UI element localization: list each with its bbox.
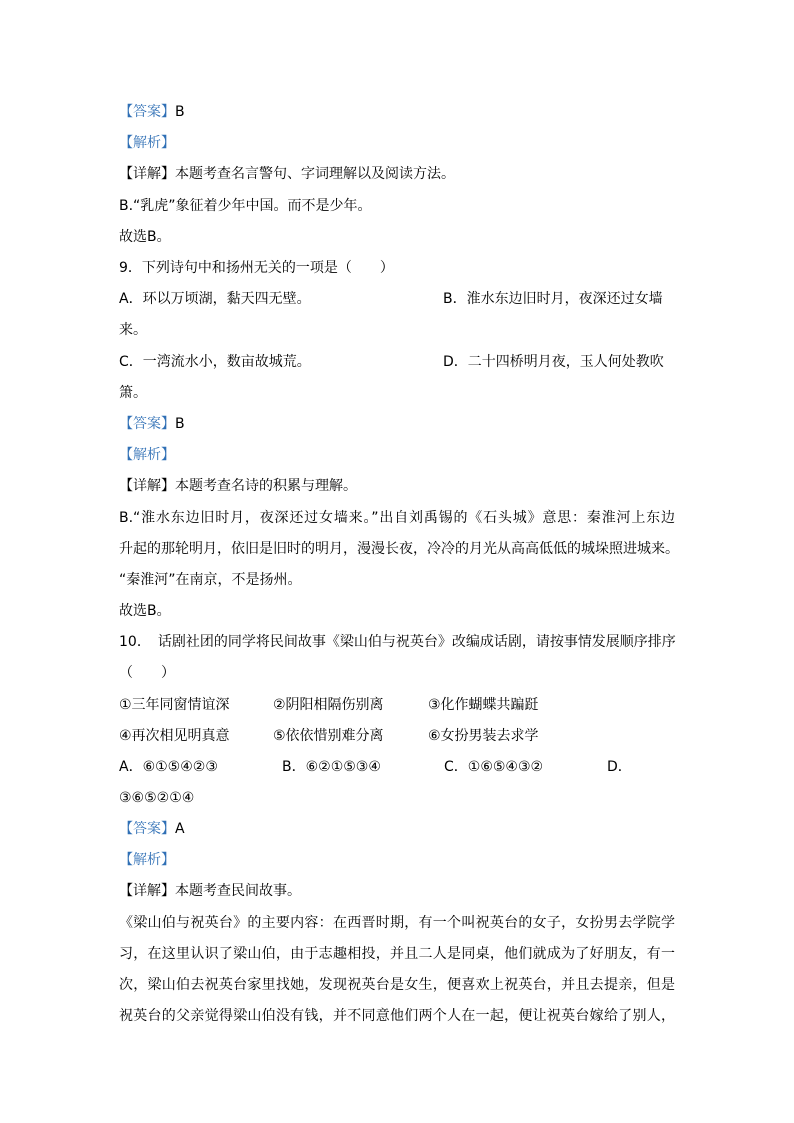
analysis-label: 【解析】 [119, 135, 175, 151]
event-item: ①三年同窗情谊深 [119, 697, 230, 713]
option-d: D．二十四桥明月夜，玉人何处教吹 [443, 354, 664, 370]
explain-text: B.“乳虎”象征着少年中国。而不是少年。 [119, 198, 372, 214]
option-d-cont: 箫。 [119, 385, 147, 401]
event-item: ③化作蝴蝶共蹁跹 [428, 697, 539, 713]
explain-text: 习，在这里认识了梁山伯，由于志趣相投，并且二人是同桌，他们就成为了好朋友，有一 [119, 946, 675, 962]
option-d: D． [607, 759, 632, 775]
event-item: ⑥女扮男装去求学 [428, 728, 539, 744]
question-10: 10． 话剧社团的同学将民间故事《梁山伯与祝英台》改编成话剧，请按事情发展顺序排序 [119, 634, 676, 650]
option-b: B．⑥②①⑤③④ [282, 759, 381, 775]
option-d-cont: ③⑥⑤②①④ [119, 790, 195, 806]
answer-line-q8 [119, 102, 185, 122]
detail-text: 本题考查民间故事。 [175, 883, 301, 899]
explain-text: 祝英台的父亲觉得梁山伯没有钱，并不同意他们两个人在一起，便让祝英台嫁给了别人， [119, 1008, 675, 1024]
analysis-label: 【解析】 [119, 447, 175, 463]
option-c: C．①⑥⑤④③② [444, 759, 544, 775]
explain-text: “秦淮河”在南京，不是扬州。 [119, 572, 302, 588]
question-9: 9．下列诗句中和扬州无关的一项是（ ） [119, 260, 394, 276]
event-item: ⑤依依惜别难分离 [273, 728, 384, 744]
answer-value: B [175, 104, 185, 120]
detail-label: 【详解】 [119, 883, 175, 899]
detail-label: 【详解】 [119, 166, 175, 182]
explain-text: 升起的那轮明月，依旧是旧时的明月，漫漫长夜，冷冷的月光从高高低低的城垛照进城来。 [119, 541, 679, 557]
answer-label: 【答案】 [119, 104, 175, 120]
conclusion-text: 故选B。 [119, 229, 171, 245]
answer-value: A [175, 821, 185, 837]
answer-line-q10 [119, 819, 185, 839]
option-b: B．淮水东边旧时月，夜深还过女墙 [443, 291, 663, 307]
explain-text: 次，梁山伯去祝英台家里找她，发现祝英台是女生，便喜欢上祝英台，并且去提亲，但是 [119, 977, 675, 993]
question-10-cont: （ ） [119, 665, 175, 681]
detail-text: 本题考查名言警句、字词理解以及阅读方法。 [175, 166, 455, 182]
detail-line-q10 [119, 881, 301, 901]
event-item: ②阴阳相隔伤别离 [273, 697, 384, 713]
explain-text: B.“淮水东边旧时月，夜深还过女墙来。”出自刘禹锡的《石头城》意思：秦淮河上东边 [119, 510, 675, 526]
analysis-label: 【解析】 [119, 852, 175, 868]
answer-line-q9 [119, 414, 185, 434]
conclusion-text: 故选B。 [119, 603, 171, 619]
option-a: A．⑥①⑤④②③ [119, 759, 218, 775]
option-c: C．一湾流水小，数亩故城荒。 [119, 354, 311, 370]
answer-label: 【答案】 [119, 416, 175, 432]
detail-line-q8 [119, 164, 455, 184]
detail-label: 【详解】 [119, 478, 175, 494]
event-item: ④再次相见明真意 [119, 728, 230, 744]
answer-value: B [175, 416, 185, 432]
answer-label: 【答案】 [119, 821, 175, 837]
explain-text: 《梁山伯与祝英台》的主要内容：在西晋时期，有一个叫祝英台的女子，女扮男去学院学 [119, 915, 675, 931]
option-a: A．环以万顷湖，黏天四无壁。 [119, 291, 311, 307]
detail-text: 本题考查名诗的积累与理解。 [175, 478, 357, 494]
detail-line-q9 [119, 476, 357, 496]
option-b-cont: 来。 [119, 322, 147, 338]
